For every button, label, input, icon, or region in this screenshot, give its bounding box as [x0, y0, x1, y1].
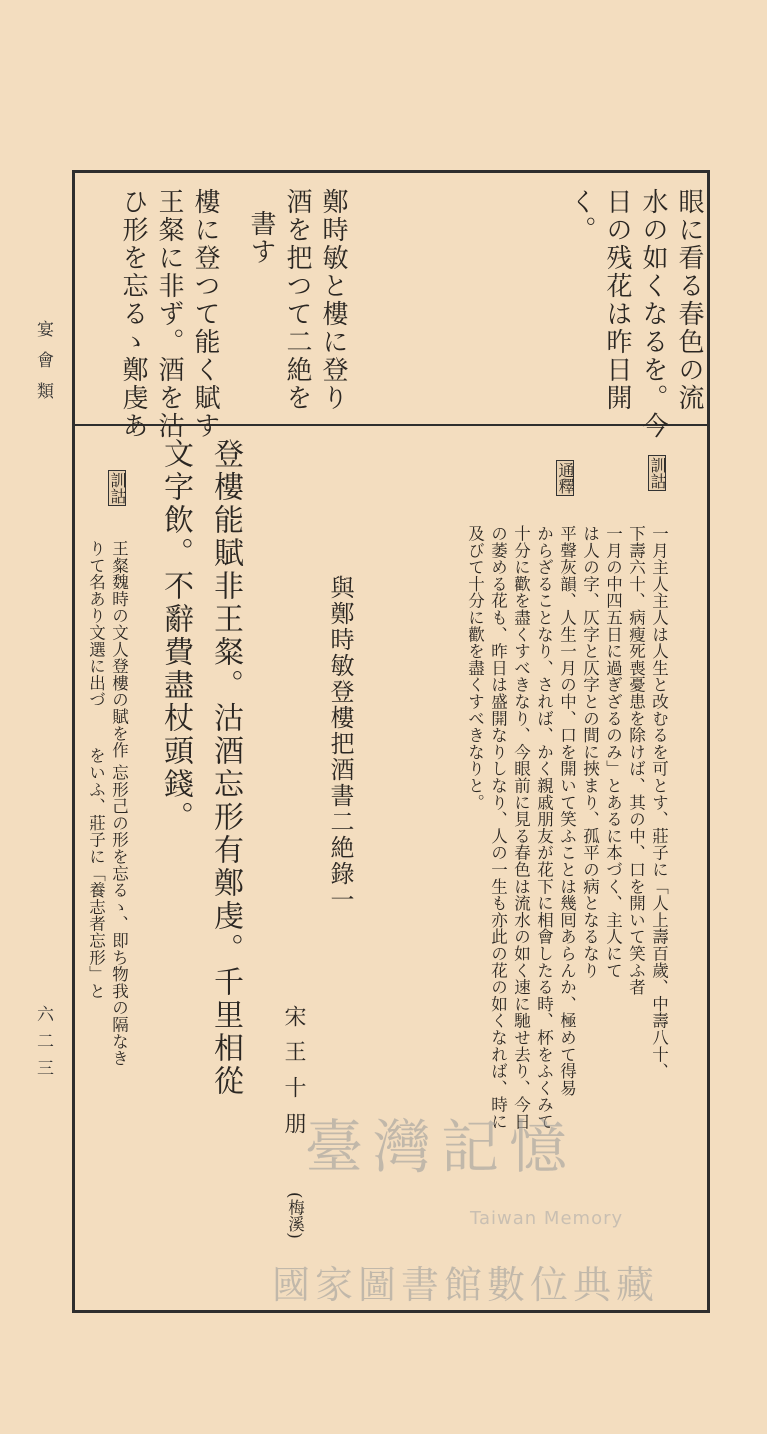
poem-line: 登樓能賦非王粲。沽酒忘形有鄭虔。千里相從 [208, 438, 243, 1098]
note-line: 一月の中四五日に過ぎざるのみ」とあるに本づく、主人にて [603, 525, 623, 979]
translation-line: 水の如くなるを。今 [638, 188, 668, 440]
kunko-label: 訓詁 [108, 472, 127, 504]
author-dynasty: 宋 [281, 1005, 306, 1029]
watermark-emblem: 臺灣記憶 [305, 1113, 578, 1181]
tsushaku-label: 通釋 [556, 462, 575, 494]
translation-line: 鄭時敏と樓に登り [318, 188, 348, 412]
note-line: の萎める花も、昨日は盛開なりしなり、人の一生も亦此の花の如くなれば、時に [488, 525, 508, 1130]
translation-line: く。 [566, 188, 596, 244]
poem-title: 與鄭時敏登樓把酒書二絶錄一 [326, 575, 354, 913]
watermark-institution: 國家圖書館數位典藏 [272, 1263, 660, 1307]
translation-line: 書す [246, 210, 276, 266]
watermark-english: Taiwan Memory [470, 1208, 624, 1229]
translation-line: 王粲に非ず。酒を沽 [154, 188, 184, 440]
note-tsushaku [556, 460, 574, 502]
kunko-label: 訓詁 [648, 457, 667, 489]
translation-line: 樓に登つて能く賦す [190, 188, 220, 440]
translation-line: ひ形を忘るゝ鄭虔あ [118, 188, 148, 440]
note-line: りて名あり文選に出づ をいふ、莊子に「養志者忘形」と [86, 540, 106, 1000]
note-line: 下壽六十、病瘦死喪憂患を除けば、其の中、口を開いて笑ふ者 [626, 525, 646, 996]
note-kunko-top [648, 455, 666, 497]
author-hao: (梅溪) [285, 1192, 305, 1240]
translation-line: 眼に看る春色の流 [674, 188, 704, 412]
note-line: 十分に歡を盡くすべきなり、今眼前に見る春色は流水の如く速に馳せ去り、今日 [511, 525, 531, 1130]
page-number: 六二三 [33, 1005, 53, 1086]
note-line: 王粲魏時の文人登樓の賦を作 忘形己の形を忘るゝ、即ち物我の隔なき [109, 540, 129, 1067]
note-kunko-bottom [108, 470, 126, 512]
author-name: 王十朋 [281, 1040, 306, 1148]
note-line: 一月主人主人は人生と改むるを可とす、莊子に「人上壽百歲、中壽八十、 [649, 525, 669, 1080]
note-line: からざることなり、されば、かく親戚朋友が花下に相會したる時、杯をふくみて [534, 525, 554, 1130]
poem-line: 文字飲。不辭費盡杖頭錢。 [158, 438, 193, 834]
translation-line: 日の残花は昨日開 [602, 188, 632, 412]
note-line: 平聲灰韻、人生一月の中、口を開いて笑ふことは幾囘あらんか、極めて得易 [557, 525, 577, 1097]
note-line: 及びて十分に歡を盡くすべきなりと。 [465, 525, 485, 811]
note-line: は人の字、仄字と仄字との間に挾まり、孤平の病となるなり [580, 525, 600, 979]
translation-line: 酒を把つて二絶を [282, 188, 312, 412]
running-head: 宴會類 [33, 320, 53, 413]
